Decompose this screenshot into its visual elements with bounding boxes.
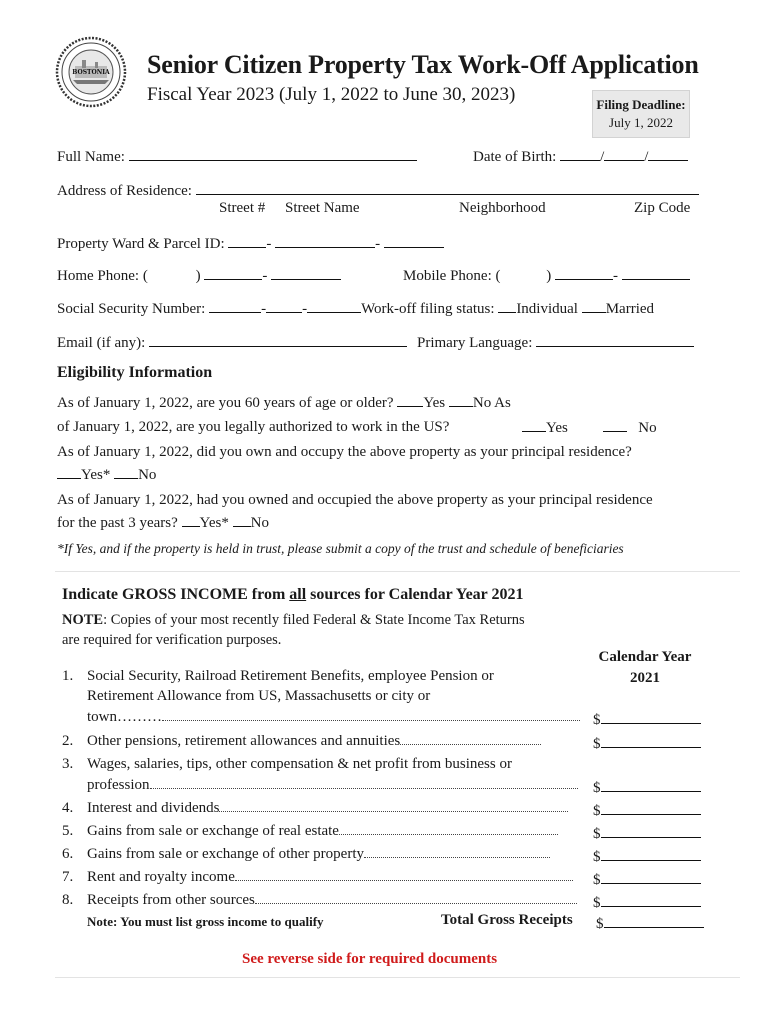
income-item-3-num: 3. <box>62 756 74 772</box>
income-item-1-line3-text: town……… <box>87 709 162 725</box>
individual-label: Individual <box>516 301 578 317</box>
street-name-caption: Street Name <box>285 200 360 216</box>
language-row <box>417 332 694 352</box>
city-seal-logo <box>55 36 127 108</box>
ssn-field-2[interactable] <box>266 298 302 313</box>
dollar-sign: $ <box>593 736 601 752</box>
income-item-5-amount <box>593 823 701 843</box>
q3-yes-checkbox[interactable] <box>57 464 81 479</box>
dob-row: Date of Birth: / / <box>473 146 688 166</box>
email-field[interactable] <box>149 332 407 347</box>
income-item-8-num: 8. <box>62 892 74 908</box>
leader-dots <box>400 733 541 745</box>
income-item-8-text <box>87 892 577 909</box>
q1-text: As of January 1, 2022, are you 60 years of age or older? <box>57 395 394 411</box>
column-header-line1: Calendar Year <box>598 649 692 665</box>
home-phone-label: Home Phone: ( <box>57 268 148 284</box>
dob-year-field[interactable] <box>648 146 688 161</box>
income-heading <box>62 586 523 604</box>
dollar-sign: $ <box>593 826 601 842</box>
income-item-4-num: 4. <box>62 800 74 816</box>
q2-no-option <box>603 417 657 437</box>
income-item-7-label: Rent and royalty income <box>87 869 235 885</box>
q2-yes-label: Yes <box>546 420 568 436</box>
married-checkbox[interactable] <box>582 298 606 313</box>
ssn-field-3[interactable] <box>307 298 361 313</box>
leader-dots <box>255 892 577 904</box>
income-heading-pre: Indicate GROSS INCOME from <box>62 586 290 603</box>
filing-status-label: Work-off filing status: <box>361 301 495 317</box>
deadline-date: July 1, 2022 <box>609 115 673 130</box>
ward-parcel-label: Property Ward & Parcel ID: <box>57 236 225 252</box>
q2-yes-checkbox[interactable] <box>522 417 546 432</box>
leader-dots <box>339 823 558 835</box>
filing-deadline-box <box>592 90 690 138</box>
ssn-label: Social Security Number: <box>57 301 206 317</box>
income-item-1-line3 <box>87 709 580 726</box>
address-field[interactable] <box>196 180 699 195</box>
dob-month-field[interactable] <box>560 146 600 161</box>
q4-yes-label: Yes* <box>199 515 229 531</box>
mobile-phone-row: Mobile Phone: ( ) - <box>403 265 690 285</box>
address-row <box>57 180 699 200</box>
full-name-label: Full Name: <box>57 149 125 165</box>
dollar-sign: $ <box>593 872 601 888</box>
income-item-6-label: Gains from sale or exchange of other property <box>87 846 364 862</box>
svg-text:BOSTONIA: BOSTONIA <box>72 69 110 76</box>
eligibility-heading: Eligibility Information <box>57 364 213 381</box>
email-row <box>57 332 407 352</box>
address-label: Address of Residence: <box>57 183 192 199</box>
leader-dots <box>364 846 550 858</box>
email-label: Email (if any): <box>57 335 146 351</box>
income-item-7-text <box>87 869 573 886</box>
income-heading-all: all <box>289 586 307 603</box>
income-item-2-amount <box>593 733 701 753</box>
income-note-line2: are required for verification purposes. <box>62 632 282 648</box>
income-item-1-field[interactable] <box>601 709 701 724</box>
income-item-3-amount <box>593 777 701 797</box>
income-item-5-num: 5. <box>62 823 74 839</box>
street-num-caption: Street # <box>219 200 266 216</box>
dob-label: Date of Birth: <box>473 149 557 165</box>
q4-no-checkbox[interactable] <box>233 512 251 527</box>
mobile-phone-line-field[interactable] <box>622 265 690 280</box>
income-item-6-num: 6. <box>62 846 74 862</box>
q3-yes-label: Yes* <box>81 467 111 483</box>
total-gross-receipts-label: Total Gross Receipts <box>441 912 573 928</box>
income-note-line1 <box>62 612 525 629</box>
income-heading-post: sources for Calendar Year 2021 <box>306 586 524 603</box>
home-phone-prefix-field[interactable] <box>204 265 262 280</box>
parcel-field-2[interactable] <box>384 233 444 248</box>
dollar-sign: $ <box>593 780 601 796</box>
leader-dots <box>219 800 568 812</box>
income-item-3-field[interactable] <box>601 777 701 792</box>
income-item-6-amount <box>593 846 701 866</box>
leader-dots <box>235 869 573 881</box>
dollar-sign: $ <box>593 895 601 911</box>
income-item-1-line2: Retirement Allowance from US, Massachusetts or city or <box>87 688 431 704</box>
leader-dots <box>150 777 578 789</box>
dollar-sign: $ <box>593 849 601 865</box>
form-title: Senior Citizen Property Tax Work-Off Application <box>147 50 699 79</box>
q2-no-checkbox[interactable] <box>603 417 627 432</box>
total-gross-receipts-field[interactable] <box>604 913 704 928</box>
q2-yes-option <box>522 417 568 437</box>
language-field[interactable] <box>536 332 694 347</box>
note-label: NOTE <box>62 612 104 628</box>
income-item-1-num: 1. <box>62 668 74 684</box>
q4-text-line1: As of January 1, 2022, had you owned and occupied the above property as your principal residence <box>57 492 653 508</box>
income-item-8-field[interactable] <box>601 892 701 907</box>
zip-caption: Zip Code <box>634 200 691 216</box>
married-label: Married <box>605 301 655 317</box>
dollar-sign: $ <box>593 712 601 728</box>
q2-no-label: No <box>638 420 657 436</box>
income-item-3-line1: Wages, salaries, tips, other compensation & net profit from business or <box>87 756 512 772</box>
income-item-5-text <box>87 823 558 840</box>
income-item-6-field[interactable] <box>601 846 701 861</box>
q2-text: of January 1, 2022, are you legally authorized to work in the US? <box>57 419 450 435</box>
q3-text: As of January 1, 2022, did you own and occupy the above property as your principal residence? <box>57 444 632 460</box>
full-name-field[interactable] <box>129 146 417 161</box>
q4-yes-checkbox[interactable] <box>182 512 200 527</box>
language-label: Primary Language: <box>417 335 533 351</box>
income-item-3-line2-text: profession <box>87 777 150 793</box>
income-item-2-field[interactable] <box>601 733 701 748</box>
reverse-side-note: See reverse side for required documents <box>242 951 498 967</box>
dollar-sign: $ <box>596 916 604 932</box>
q3-no-checkbox[interactable] <box>114 464 138 479</box>
eligibility-q1 <box>57 392 511 412</box>
income-item-8-amount <box>593 892 701 912</box>
trust-footnote: *If Yes, and if the property is held in trust, please submit a copy of the trust and schedule of beneficiaries <box>57 541 624 556</box>
income-item-2-label: Other pensions, retirement allowances and annuities <box>87 733 401 749</box>
total-gross-receipts-amount <box>596 913 704 933</box>
ward-field[interactable] <box>228 233 266 248</box>
parcel-field-1[interactable] <box>275 233 375 248</box>
deadline-label: Filing Deadline: <box>596 97 686 112</box>
income-item-4-label: Interest and dividends <box>87 800 220 816</box>
ssn-row: Social Security Number: - - Work-off filing status: Individual Married <box>57 298 654 318</box>
column-header-line2: 2021 <box>630 670 660 686</box>
income-item-7-num: 7. <box>62 869 74 885</box>
q3-no-label: No <box>138 467 157 483</box>
qualify-note: Note: You must list gross income to qualify <box>87 914 324 929</box>
income-item-7-field[interactable] <box>601 869 701 884</box>
income-item-4-text <box>87 800 568 817</box>
income-item-6-text <box>87 846 550 863</box>
income-item-1-line1: Social Security, Railroad Retirement Benefits, employee Pension or <box>87 668 494 684</box>
income-item-2-num: 2. <box>62 733 74 749</box>
neighborhood-caption: Neighborhood <box>459 200 546 216</box>
income-item-4-amount <box>593 800 701 820</box>
individual-checkbox[interactable] <box>498 298 516 313</box>
dob-day-field[interactable] <box>604 146 644 161</box>
note-text-1: : Copies of your most recently filed Federal & State Income Tax Returns <box>103 612 525 628</box>
home-phone-paren: ) <box>195 268 201 284</box>
income-item-2-text <box>87 733 541 750</box>
leader-dots <box>162 709 580 721</box>
income-item-7-amount <box>593 869 701 889</box>
q4-text-line2: for the past 3 years? <box>57 515 178 531</box>
mobile-phone-label: Mobile Phone: ( <box>403 268 501 284</box>
home-phone-row: Home Phone: ( ) - <box>57 265 341 285</box>
income-item-5-field[interactable] <box>601 823 701 838</box>
footer-divider <box>55 977 740 978</box>
ward-parcel-row: Property Ward & Parcel ID: - - <box>57 233 444 253</box>
form-subtitle: Fiscal Year 2023 (July 1, 2022 to June 30, 2023) <box>147 84 516 105</box>
q1-yes-checkbox[interactable] <box>397 392 423 407</box>
mobile-phone-paren: ) <box>546 268 552 284</box>
q1-no-label: No As <box>472 395 511 411</box>
q1-no-checkbox[interactable] <box>449 392 473 407</box>
full-name-row <box>57 146 417 166</box>
ssn-field-1[interactable] <box>209 298 261 313</box>
q4-row <box>57 512 269 532</box>
income-item-5-label: Gains from sale or exchange of real estate <box>87 823 339 839</box>
q1-yes-label: Yes <box>423 395 446 411</box>
income-item-8-label: Receipts from other sources <box>87 892 255 908</box>
q4-no-label: No <box>250 515 269 531</box>
income-item-4-field[interactable] <box>601 800 701 815</box>
income-item-1-amount <box>593 709 701 729</box>
dollar-sign: $ <box>593 803 601 819</box>
q3-options <box>57 464 156 484</box>
income-item-3-line2 <box>87 777 578 794</box>
mobile-phone-prefix-field[interactable] <box>555 265 613 280</box>
column-header <box>590 647 700 689</box>
section-divider <box>55 571 740 572</box>
home-phone-line-field[interactable] <box>271 265 341 280</box>
